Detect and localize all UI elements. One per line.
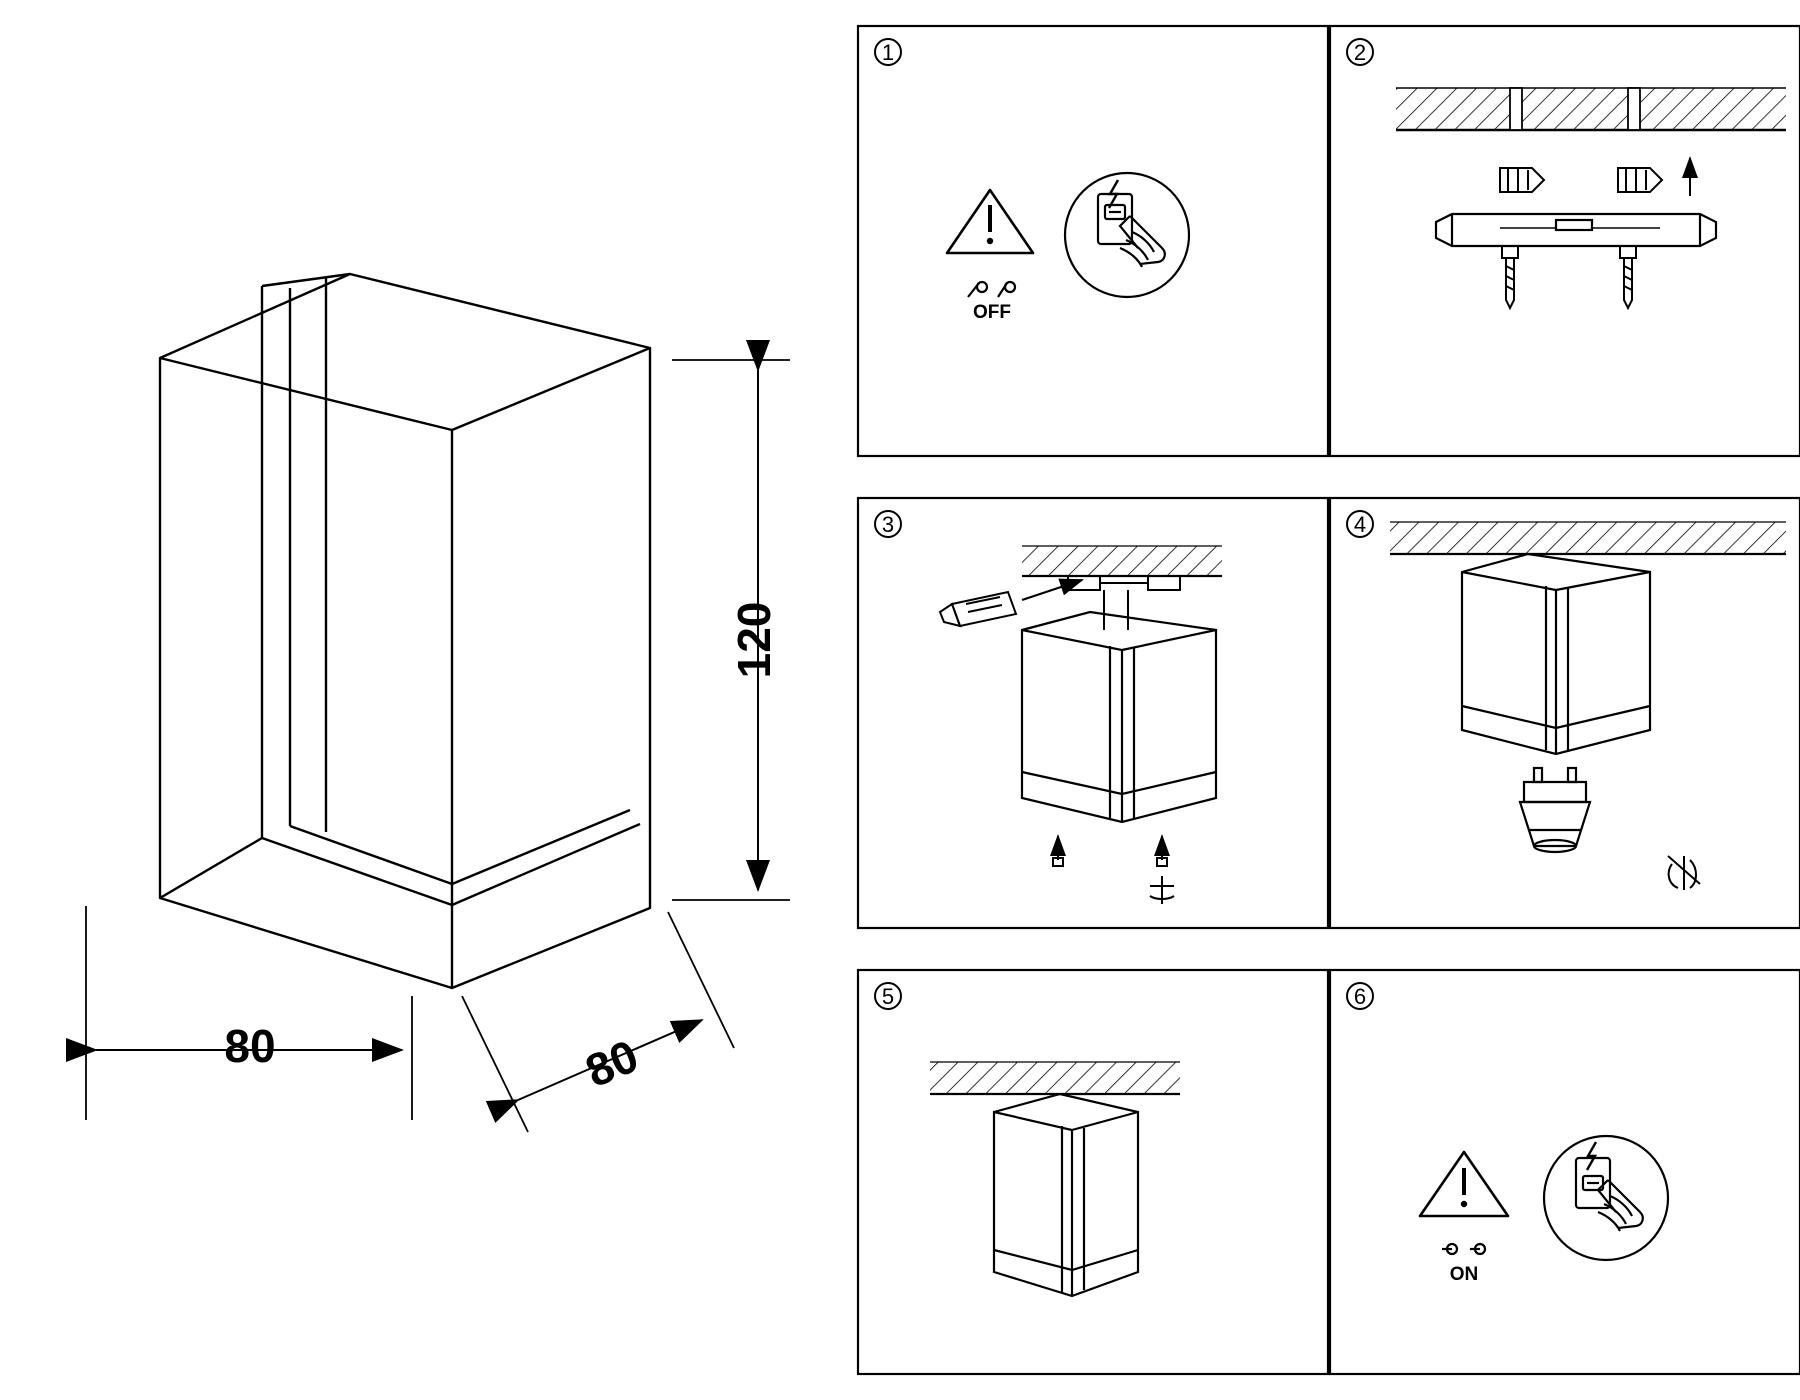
mounting-plate-icon — [1068, 576, 1180, 590]
dimension-height-value: 120 — [728, 601, 780, 679]
no-touch-bulb-icon — [1668, 856, 1700, 890]
ceiling-hatch-icon — [930, 1062, 1180, 1094]
dimension-depth-value: 80 — [578, 1029, 646, 1098]
luminaire-body-icon — [1022, 612, 1216, 822]
step-number-5: 5 — [881, 984, 895, 1009]
magnifier-circle-icon — [1544, 1136, 1668, 1260]
step-panel-5 — [858, 970, 1328, 1374]
luminaire-body-icon — [994, 1094, 1138, 1296]
step-panel-2 — [1330, 26, 1800, 456]
step-panel-6 — [1330, 970, 1800, 1374]
switch-state-label-on: ON — [1449, 1264, 1479, 1285]
terminal-block-icon — [940, 592, 1016, 626]
step-number-4: 4 — [1353, 512, 1367, 537]
grounding-symbol-icon — [1150, 876, 1174, 904]
step-number-6: 6 — [1353, 984, 1367, 1009]
toggle-switch-icon — [968, 282, 1015, 297]
dimension-depth-80 — [462, 912, 734, 1132]
product-isometric-drawing — [160, 274, 650, 988]
step-panel-3 — [858, 498, 1328, 928]
hand-pointing-icon — [1120, 216, 1165, 267]
step-number-2: 2 — [1353, 40, 1367, 65]
toggle-switch-icon — [1442, 1244, 1485, 1254]
warning-triangle-icon — [947, 190, 1033, 253]
step-panel-4 — [1330, 498, 1800, 928]
gu10-lamp-icon — [1520, 768, 1590, 852]
ceiling-hatch-icon — [1022, 546, 1222, 576]
wiring-icon — [1104, 590, 1128, 630]
hand-pointing-icon — [1598, 1180, 1643, 1231]
step-number-1: 1 — [881, 40, 895, 65]
screw-up-arrow-icon — [1053, 836, 1063, 866]
screw-icon — [1502, 246, 1518, 308]
magnifier-circle-icon — [1065, 173, 1189, 297]
screw-icon-2 — [1620, 246, 1636, 308]
mounting-plate-icon — [1436, 214, 1716, 246]
step-panel-1 — [858, 26, 1328, 456]
step-number-3: 3 — [881, 512, 895, 537]
wall-plug-icon — [1500, 168, 1544, 192]
luminaire-body-icon — [1462, 554, 1650, 754]
dimension-width-80 — [86, 906, 412, 1120]
wall-plug-icon-2 — [1618, 168, 1662, 192]
screw-up-arrow-icon-2 — [1157, 836, 1167, 866]
ceiling-hatch-icon — [1396, 88, 1786, 130]
ceiling-hatch-icon — [1390, 522, 1786, 554]
dimension-width-value: 80 — [224, 1020, 276, 1072]
switch-state-label-off: OFF — [973, 302, 1011, 323]
warning-triangle-icon — [1420, 1152, 1508, 1216]
